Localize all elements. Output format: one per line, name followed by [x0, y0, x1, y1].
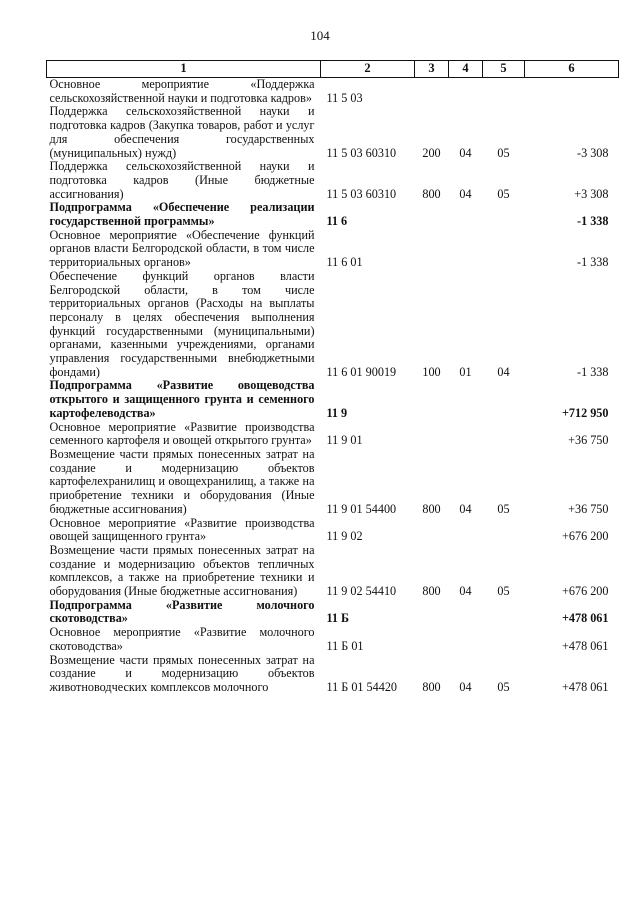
row-code: 11 5 03 60310	[326, 145, 397, 160]
row-col5	[483, 229, 525, 270]
row-col5: 05	[497, 145, 510, 160]
row-amount: +478 061	[562, 679, 609, 694]
row-col5: 05	[497, 679, 510, 694]
row-col3: 800	[422, 501, 441, 516]
row-col4	[449, 78, 483, 106]
row-col4: 04	[459, 186, 472, 201]
row-amount	[525, 78, 619, 106]
row-amount: +36 750	[568, 501, 609, 516]
row-col4	[449, 421, 483, 448]
budget-table	[46, 60, 619, 695]
row-col4: 04	[459, 584, 472, 599]
row-name: Поддержка сельскохозяйственной науки и подготовка кадров (Закупка товаров, работ и услуг для обеспечения государственных (муниципальных) нужд)	[49, 104, 315, 160]
row-name: Обеспечение функций органов власти Белгородской области, в том числе территориальных органов (Расходы на выплаты персоналу в целях обеспечения выполнения функций государственными (муниципальными) органами, казенными учреждениями, органами управления государственными внебюджетными фондами)	[49, 268, 315, 379]
row-col4: 04	[459, 501, 472, 516]
header-col-4: 4	[449, 61, 483, 78]
row-col3	[415, 229, 449, 270]
header-col-6: 6	[525, 61, 619, 78]
table-row	[47, 201, 619, 228]
table-row	[47, 517, 619, 544]
row-name: Возмещение части прямых понесенных затрат на создание и модернизацию объектов картофелехранилищ и овощехранилищ, а также на приобретение техники и оборудования (Иные бюджетные ассигнования)	[49, 446, 315, 516]
row-col5	[483, 379, 525, 420]
table-row	[47, 270, 619, 380]
row-code: 11 9 01 54400	[326, 501, 397, 516]
row-name: Основное мероприятие «Обеспечение функций органов власти Белгородской области, в том числе территориальных органов»	[49, 227, 315, 270]
row-code: 11 9 01	[326, 433, 363, 448]
table-row	[47, 421, 619, 448]
row-col5	[483, 517, 525, 544]
row-name: Основное мероприятие «Развитие производства овощей защищенного грунта»	[49, 515, 315, 544]
row-col3: 200	[422, 145, 441, 160]
row-col4	[449, 626, 483, 653]
row-col4: 01	[459, 364, 472, 379]
row-code: 11 6 01 90019	[326, 364, 397, 379]
row-col5	[483, 78, 525, 106]
page-number: 104	[310, 28, 330, 43]
row-code: 11 Б 01	[326, 638, 364, 653]
row-name: Поддержка сельскохозяйственной науки и подготовка кадров (Иные бюджетные ассигнования)	[49, 159, 315, 201]
row-col3	[415, 78, 449, 106]
row-col5	[483, 201, 525, 228]
row-col3: 800	[422, 584, 441, 599]
row-col5: 05	[497, 186, 510, 201]
table-row	[47, 379, 619, 420]
row-col5: 05	[497, 584, 510, 599]
row-col3	[415, 599, 449, 626]
row-col5: 04	[497, 364, 510, 379]
table-row	[47, 105, 619, 160]
header-col-1: 1	[47, 61, 321, 78]
header-row	[47, 61, 619, 78]
row-name: Основное мероприятие «Развитие производства семенного картофеля и овощей открытого грунта»	[49, 419, 315, 448]
row-col4	[449, 517, 483, 544]
row-name: Возмещение части прямых понесенных затрат на создание и модернизацию объектов тепличных комплексов, а также на приобретение техники и оборудования (Иные бюджетные ассигнования)	[49, 542, 315, 599]
row-col4	[449, 229, 483, 270]
row-code: 11 9 02	[326, 529, 363, 544]
row-code: 11 9	[326, 405, 348, 420]
row-amount: +676 200	[562, 529, 609, 544]
table-row	[47, 160, 619, 201]
row-col3	[415, 517, 449, 544]
row-name: Основное мероприятие «Поддержка сельскохозяйственной науки и подготовка кадров»	[49, 77, 315, 105]
row-code: 11 5 03	[326, 90, 363, 105]
table-row	[47, 78, 619, 106]
row-name: Подпрограмма «Обеспечение реализации государственной программы»	[49, 200, 315, 229]
table-body	[47, 78, 619, 695]
row-col3: 800	[422, 679, 441, 694]
row-col3: 800	[422, 186, 441, 201]
row-col3	[415, 201, 449, 228]
row-col5	[483, 421, 525, 448]
row-col3: 100	[422, 364, 441, 379]
row-col5: 05	[497, 501, 510, 516]
table-row	[47, 229, 619, 270]
row-amount: +478 061	[562, 638, 609, 653]
row-amount: -1 338	[577, 255, 609, 270]
row-col4: 04	[459, 145, 472, 160]
row-amount: +676 200	[562, 584, 609, 599]
row-amount: -1 338	[577, 364, 609, 379]
row-col3	[415, 379, 449, 420]
row-name: Подпрограмма «Развитие овощеводства открытого и защищенного грунта и семенного картофелеводства»	[49, 378, 315, 420]
row-code: 11 Б	[326, 611, 350, 626]
header-col-5: 5	[483, 61, 525, 78]
row-col3	[415, 421, 449, 448]
table-header	[47, 61, 619, 78]
row-amount: +3 308	[574, 186, 609, 201]
table-row	[47, 599, 619, 626]
row-col4	[449, 599, 483, 626]
row-code: 11 6 01	[326, 255, 363, 270]
row-col5	[483, 626, 525, 653]
row-col4	[449, 201, 483, 228]
row-amount: +36 750	[568, 433, 609, 448]
row-name: Основное мероприятие «Развитие молочного скотоводства»	[49, 625, 315, 653]
row-col3	[415, 626, 449, 653]
row-code: 11 5 03 60310	[326, 186, 397, 201]
table-row	[47, 448, 619, 517]
row-col4: 04	[459, 679, 472, 694]
header-col-3: 3	[415, 61, 449, 78]
table-row	[47, 626, 619, 653]
row-amount: +712 950	[561, 405, 609, 420]
row-name: Возмещение части прямых понесенных затрат на создание и модернизацию объектов животноводческих комплексов молочного	[49, 652, 315, 694]
row-col5	[483, 599, 525, 626]
table-row	[47, 654, 619, 695]
row-col4	[449, 379, 483, 420]
row-code: 11 6	[326, 214, 348, 229]
row-name: Подпрограмма «Развитие молочного скотоводства»	[49, 597, 315, 626]
row-code: 11 9 02 54410	[326, 584, 397, 599]
row-amount: -1 338	[577, 214, 609, 229]
table-row	[47, 544, 619, 599]
row-amount: -3 308	[577, 145, 609, 160]
header-col-2: 2	[321, 61, 415, 78]
row-code: 11 Б 01 54420	[326, 679, 398, 694]
row-amount: +478 061	[561, 611, 609, 626]
